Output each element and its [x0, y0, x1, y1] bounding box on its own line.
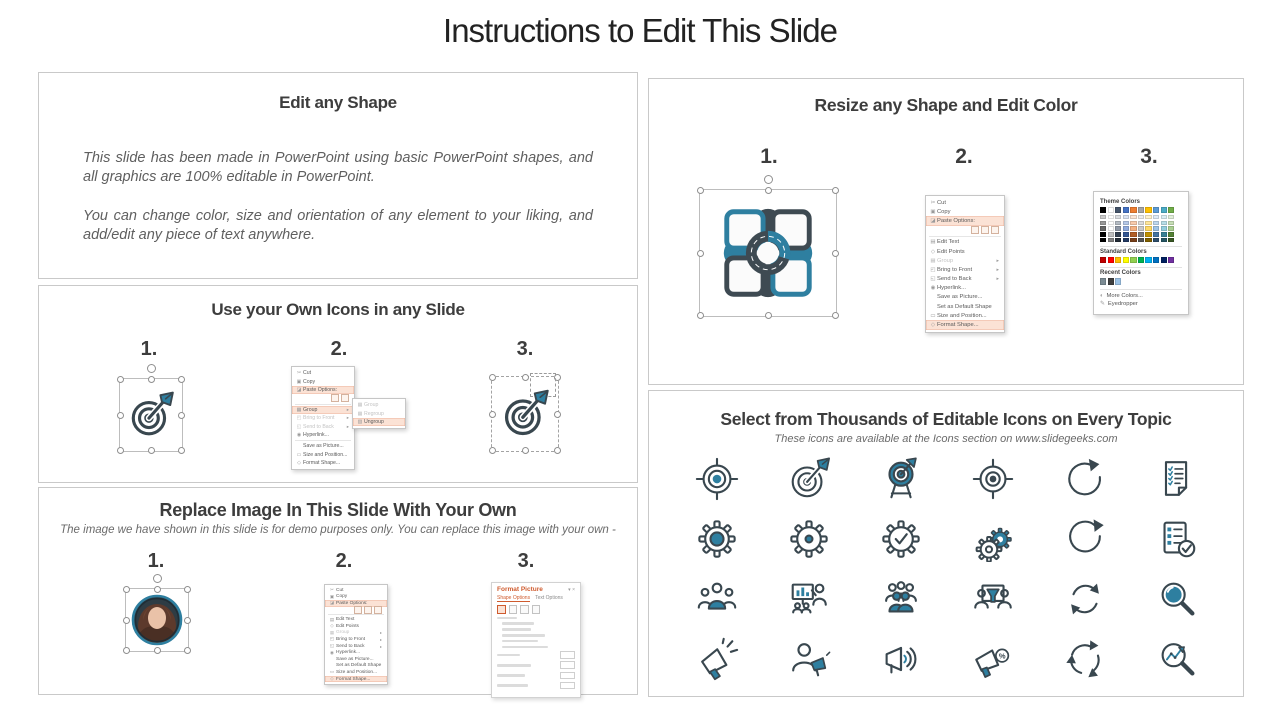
color-swatch — [1108, 257, 1114, 263]
refresh-arrow-icon — [1061, 455, 1109, 503]
menu-item: Save as Picture... — [336, 656, 374, 662]
menu-item-icon: ▦ — [296, 407, 302, 413]
step-number: 1. — [760, 145, 778, 168]
color-swatch — [1100, 278, 1106, 284]
menu-item: ▤ Edit Text — [930, 239, 960, 246]
menu-item-icon: ▤ — [930, 239, 936, 246]
menu-item-icon: ✂ — [330, 587, 334, 593]
promotion-megaphone-icon — [969, 635, 1017, 683]
menu-item: ▭ Size and Position... — [930, 312, 987, 319]
menu-item: Save as Picture... — [937, 294, 983, 301]
color-swatch — [1108, 207, 1114, 213]
menu-item: ◱ Send to Back ▸ — [329, 643, 382, 649]
menu-item — [328, 614, 384, 615]
menu-item: Set as Default Shape — [336, 663, 382, 669]
menu-item: ✂ Cut — [325, 587, 387, 594]
menu-item-icon: ◇ — [330, 676, 334, 682]
menu-item-icon: ◰ — [329, 636, 335, 642]
menu-item — [295, 440, 351, 441]
eyedropper-item: ✎ Eyedropper — [1100, 301, 1138, 308]
menu-item — [926, 226, 1004, 235]
menu-item: ◇ Format Shape... — [926, 320, 1004, 329]
color-swatch — [1100, 257, 1106, 263]
menu-item-icon: ◉ — [930, 285, 936, 292]
step-number: 3. — [1140, 145, 1158, 168]
color-swatch — [1100, 207, 1106, 213]
rotate-handle-icon — [147, 364, 156, 373]
target-crosshair-icon — [693, 455, 741, 503]
close-icon: ▾ × — [568, 586, 575, 593]
menu-item-icon: ▤ — [329, 616, 335, 622]
menu-item-icon: ◇ — [930, 322, 936, 329]
icon-grid — [671, 455, 1223, 683]
color-swatch — [1130, 207, 1136, 213]
menu-item: ✂ Cut — [296, 370, 312, 377]
menu-item-icon: ◇ — [930, 248, 936, 255]
color-palette — [1093, 191, 1189, 315]
panel-subtitle: The image we have shown in this slide is for demo purposes only. You can replace this image with your own - — [60, 524, 616, 536]
color-swatch — [1115, 207, 1121, 213]
menu-item: ◪ Paste Options: — [292, 386, 354, 394]
color-swatch — [1115, 257, 1121, 263]
menu-item-icon: ▦ — [329, 629, 335, 635]
menu-item: ◰ Bring to Front ▸ — [329, 636, 382, 642]
menu-item-icon: ✂ — [930, 199, 936, 206]
step-number: 2. — [955, 145, 973, 168]
theme-colors-label: Theme Colors — [1100, 199, 1141, 205]
menu-item: ◉ Hyperlink... — [325, 649, 387, 656]
menu-item: ▦ Group ▸ — [329, 629, 382, 636]
menu-item-icon: ▦ — [930, 257, 936, 264]
theme-colors-row — [1100, 207, 1182, 213]
menu-item-icon: ◉ — [330, 649, 334, 655]
panel-replace-image — [38, 487, 638, 695]
double-gears-icon — [969, 515, 1017, 563]
menu-item-icon: ✂ — [296, 371, 302, 377]
menu-item: ◪ Paste Options: — [325, 600, 387, 607]
step-number: 2. — [335, 550, 353, 572]
gear-settings-icon — [785, 515, 833, 563]
approved-checklist-icon — [1153, 515, 1201, 563]
menu-item: ◱ Send to Back ▸ — [930, 276, 999, 283]
menu-item: ▦ Group ▸ — [292, 406, 354, 414]
menu-item-icon: ▧ — [357, 419, 363, 425]
tab-shape-options: Shape Options — [497, 595, 531, 601]
standard-colors-row — [1100, 257, 1182, 263]
menu-item-icon: ◇ — [330, 623, 334, 629]
color-swatch — [1115, 278, 1121, 284]
menu-item: ▣ Copy — [329, 593, 348, 600]
menu-item-icon: ◪ — [296, 387, 302, 393]
four-petal-diagram-shape — [714, 199, 822, 307]
menu-item: ▣ Copy — [296, 378, 316, 385]
rotate-handle-icon — [153, 574, 162, 583]
color-swatch — [1138, 257, 1144, 263]
panel-title: Select from Thousands of Editable Icons on Every Topic — [720, 409, 1172, 429]
menu-item-icon: ▭ — [296, 452, 302, 458]
color-swatch — [1161, 207, 1167, 213]
context-menu — [925, 195, 1005, 333]
menu-item — [325, 607, 387, 614]
menu-item-icon: ◇ — [297, 461, 301, 467]
team-leader-icon — [693, 575, 741, 623]
menu-item: ▣ Copy — [930, 208, 951, 215]
menu-item: ◰ Bring to Front ▸ — [930, 266, 999, 273]
step-number: 3. — [517, 550, 535, 572]
menu-item-icon: ▦ — [357, 411, 363, 417]
format-picture-pane — [491, 582, 581, 698]
slide-title: Instructions to Edit This Slide — [443, 12, 837, 49]
color-swatch — [1153, 257, 1159, 263]
color-swatch — [1153, 207, 1159, 213]
eyedropper-icon: ✎ — [1100, 301, 1105, 308]
menu-item: ◇ Format Shape... — [292, 459, 354, 467]
menu-item: ▦ Regroup — [357, 410, 384, 417]
woman-portrait-avatar — [130, 593, 184, 647]
menu-item: ◱ Send to Back ▸ — [296, 423, 349, 430]
panel-subtitle: These icons are available at the Icons section on www.slidegeeks.com — [774, 433, 1118, 445]
step-number: 1. — [147, 550, 165, 572]
menu-item: ◪ Paste Options: — [926, 216, 1004, 225]
dartboard-arrow-icon — [126, 390, 176, 440]
dartboard-arrow-icon — [499, 388, 551, 440]
color-swatch — [1161, 257, 1167, 263]
menu-item-icon: ◪ — [930, 217, 936, 224]
panel-select-icons — [648, 390, 1244, 697]
menu-item-icon: ◱ — [930, 276, 936, 283]
svg-text:%: % — [998, 651, 1006, 661]
menu-item-icon: ▣ — [329, 593, 335, 599]
menu-item: ◇ Format Shape... — [325, 676, 387, 683]
loudspeaker-icon — [877, 635, 925, 683]
context-menu — [291, 366, 355, 470]
color-swatch — [1168, 207, 1174, 213]
reload-arrow-icon — [1061, 515, 1109, 563]
tab-text-options: Text Options — [535, 595, 563, 601]
panel-paragraph: This slide has been made in PowerPoint using basic PowerPoint shapes, and all graphics are 100% editable in PowerPoint. — [83, 150, 593, 186]
step-number: 3. — [516, 338, 534, 360]
menu-item: ◉ Hyperlink... — [296, 431, 329, 438]
dartboard-arrow-icon — [785, 455, 833, 503]
color-wheel-icon: ◐ — [1100, 292, 1104, 299]
panel-use-own-icons — [38, 285, 638, 483]
menu-item: ▦ Group — [357, 402, 379, 409]
recent-colors-row — [1100, 278, 1182, 284]
menu-item-icon: ▣ — [296, 379, 302, 385]
step-number: 2. — [330, 338, 348, 360]
menu-item: ◇ Edit Points — [325, 623, 387, 630]
color-swatch — [1123, 257, 1129, 263]
menu-item-icon: ▭ — [930, 312, 936, 319]
menu-item: ▤ Edit Text — [329, 616, 355, 623]
candidate-selection-icon — [969, 575, 1017, 623]
menu-item: ▧ Ungroup — [353, 418, 405, 426]
color-swatch — [1123, 207, 1129, 213]
megaphone-announcement-icon — [693, 635, 741, 683]
color-swatch — [1130, 257, 1136, 263]
menu-item-icon: ◱ — [329, 643, 335, 649]
theme-tints — [1100, 215, 1182, 243]
color-swatch — [1168, 257, 1174, 263]
menu-item: ▦ Group ▸ — [930, 257, 999, 264]
menu-item-icon: ◪ — [329, 600, 335, 606]
panel-title: Use your Own Icons in any Slide — [211, 300, 465, 319]
step-number: 1. — [140, 338, 158, 360]
selected-portrait-image — [125, 588, 189, 652]
menu-item-icon: ◉ — [296, 432, 302, 438]
menu-item — [929, 236, 1001, 237]
sync-arrows-icon — [1061, 575, 1109, 623]
cycle-arrows-icon — [1061, 635, 1109, 683]
standard-colors-label: Standard Colors — [1100, 249, 1147, 256]
selected-petal-shape — [699, 189, 837, 317]
menu-item: ✂ Cut — [930, 199, 947, 206]
menu-item: ▭ Size and Position... — [296, 451, 348, 458]
recent-colors-label: Recent Colors — [1100, 270, 1141, 277]
report-document-icon — [1153, 455, 1201, 503]
panel-title: Resize any Shape and Edit Color — [814, 95, 1078, 115]
format-picture-title: Format Picture — [497, 586, 543, 593]
menu-item: ◇ Edit Points — [930, 248, 965, 255]
ungrouped-target-icon — [491, 376, 559, 452]
panel-paragraph: You can change color, size and orientation of any element to your liking, and add/edit any piece of text anywhere. — [83, 208, 593, 244]
search-magnifier-icon — [1153, 575, 1201, 623]
panel-title: Edit any Shape — [279, 93, 397, 112]
training-presentation-icon — [785, 575, 833, 623]
target-focus-icon — [969, 455, 1017, 503]
menu-item-icon: ▭ — [329, 669, 335, 675]
panel-resize-shape — [648, 78, 1244, 385]
color-swatch — [1145, 207, 1151, 213]
spokesperson-icon — [785, 635, 833, 683]
panel-title: Replace Image In This Slide With Your Own — [159, 500, 517, 520]
color-swatch — [1108, 278, 1114, 284]
menu-item: ◉ Hyperlink... — [930, 285, 966, 292]
gear-solid-icon — [693, 515, 741, 563]
color-swatch — [1138, 207, 1144, 213]
selected-target-icon — [119, 378, 183, 452]
team-group-icon — [877, 575, 925, 623]
target-stand-icon — [877, 455, 925, 503]
menu-item-icon: ◰ — [930, 266, 936, 273]
menu-item-icon: ◱ — [296, 424, 302, 430]
menu-item: ◰ Bring to Front ▸ — [296, 415, 349, 422]
search-analytics-icon — [1153, 635, 1201, 683]
menu-item-icon: ◰ — [296, 416, 302, 422]
group-submenu — [352, 398, 406, 429]
menu-item: ▭ Size and Position... — [329, 669, 378, 675]
menu-item-icon: ▣ — [930, 208, 936, 215]
menu-item — [295, 404, 351, 405]
gear-check-icon — [877, 515, 925, 563]
more-colors-item: ◐ More Colors... — [1100, 292, 1143, 299]
context-menu — [324, 584, 388, 685]
panel-edit-any-shape — [38, 72, 638, 279]
menu-item-icon: ▦ — [357, 403, 363, 409]
rotate-handle-icon — [764, 175, 773, 184]
format-pane-icons — [497, 605, 575, 614]
menu-item: Save as Picture... — [303, 443, 344, 450]
menu-item — [292, 394, 354, 402]
menu-item: Set as Default Shape — [937, 303, 992, 310]
color-swatch — [1145, 257, 1151, 263]
